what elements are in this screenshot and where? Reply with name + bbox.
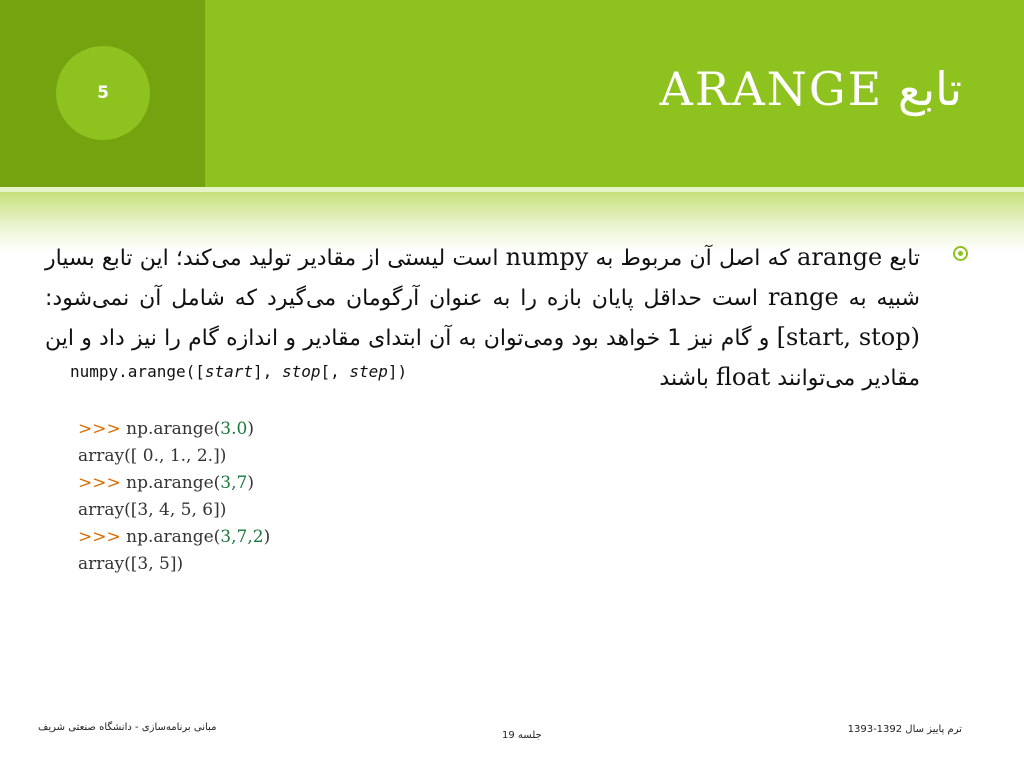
function-signature	[70, 362, 407, 381]
code-args: 3,7	[220, 473, 248, 493]
footer-course: مبانی برنامه‌سازی - دانشگاه صنعتی شریف	[38, 722, 217, 733]
code-line	[78, 524, 270, 551]
code-output: array([3, 4, 5, 6])	[78, 500, 227, 520]
body-text: است حداقل پایان بازه را به عنوان آرگومان می‌گیرد که شامل آن نمی‌شود:	[45, 286, 768, 311]
signature-part: numpy.arange([	[70, 362, 205, 381]
code-command: np.arange(	[126, 473, 221, 493]
signature-part: ])	[387, 362, 408, 381]
body-text: که اصل آن مربوط به	[588, 246, 798, 271]
signature-part: [,	[320, 362, 350, 381]
slide-number: 5	[97, 83, 109, 103]
code-args: 3.0	[220, 419, 248, 439]
code-example	[78, 416, 270, 578]
code-output: array([3, 5])	[78, 554, 184, 574]
code-line	[78, 470, 270, 497]
bullet-icon	[953, 246, 968, 261]
code-close: )	[263, 527, 271, 547]
body-term-interval: [start, stop)	[776, 323, 920, 351]
body-term-arange: arange	[797, 243, 883, 271]
prompt-symbol: >>>	[78, 419, 121, 439]
body-text: و گام نیز 1 خواهد بود ومی‌توان به آن ابتدای مقادیر و اندازه گام را نیز داد و این مقادیر می‌توانند	[45, 326, 920, 391]
slide-title: تابع ARANGE	[659, 62, 962, 116]
body-text: تابع	[882, 246, 921, 271]
signature-param-stop: stop	[281, 362, 321, 381]
footer-term: ترم پاییز سال 1392-1393	[847, 724, 962, 735]
code-close: )	[247, 419, 254, 439]
code-args: 3,7,2	[220, 527, 264, 547]
footer-session: جلسه 19	[502, 730, 542, 741]
body-text: باشند	[659, 366, 716, 391]
code-close: )	[247, 473, 254, 493]
slide-number-badge	[56, 46, 150, 140]
code-command: np.arange(	[126, 419, 221, 439]
body-term-numpy: numpy	[505, 243, 589, 271]
code-line	[78, 416, 270, 443]
body-text: است لیستی از مقادیر تولید می‌کند؛ این تابع بسیار شبیه به	[45, 246, 920, 311]
body-term-float: float	[715, 363, 771, 391]
prompt-symbol: >>>	[78, 473, 121, 493]
signature-param-start: start	[204, 362, 254, 381]
code-command: np.arange(	[126, 527, 221, 547]
prompt-symbol: >>>	[78, 527, 121, 547]
signature-part: ],	[253, 362, 282, 381]
signature-param-step: step	[349, 362, 388, 381]
code-output: array([ 0., 1., 2.])	[78, 446, 227, 466]
body-term-range: range	[767, 283, 839, 311]
